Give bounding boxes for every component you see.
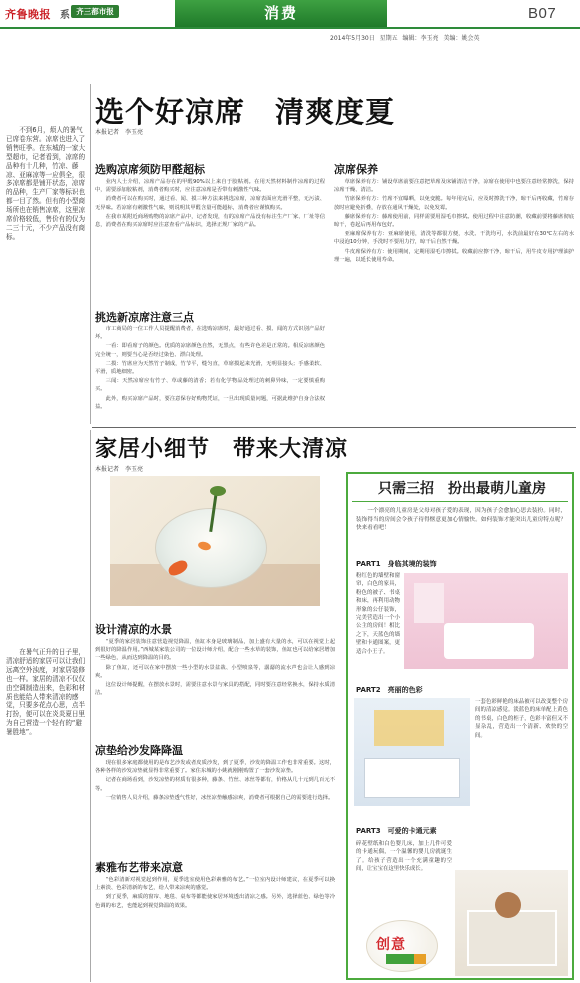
left-column-top xyxy=(6,126,86,426)
paragraph: 此外，购买凉席产品时，要注意保存好购物凭证，一旦出现质量问题，可据此维护自身合法权益。 xyxy=(95,395,325,410)
left-column-bottom xyxy=(6,648,86,848)
paragraph: 竹席保养有方：竹席不宜曝晒，以免变脆。每年用完后，应及时擦洗干净，晾干后再收藏，竹席存放时应避免折叠，存放在通风干燥处，以免发霉。 xyxy=(334,196,574,211)
desk xyxy=(364,758,460,798)
paragraph: 业内人士介绍，凉席产品存在的甲醛90%以上来自于胶粘剂。在用天然材料制作凉席的过程中，需要添加胶粘剂，消费者购买时，应注意凉席是否带有刺激性气味。 xyxy=(95,179,325,194)
masthead-rule xyxy=(0,27,580,29)
article2-subhead: 设计清凉的水景 xyxy=(95,623,172,636)
article1-section1 xyxy=(95,178,325,303)
teddy-bear xyxy=(495,892,521,918)
paragraph: 现在很多家庭都使用的是布艺沙发或者皮质沙发，到了夏季，沙发的降温工作也非常重要。这时，各种各样的沙发凉垫就显得非常重要了。家住东城的小姚就刚刚购置了一套沙发凉垫。 xyxy=(95,760,335,775)
paragraph: 到了夏季，麻质的窗帘、地毯、桌布等都能使家居环境透出清凉之感。另外，选择蓝色、绿色等冷色调的布艺，也能起到视觉降温的效果。 xyxy=(95,894,335,909)
kids-box-title: 只需三招 扮出最萌儿童房 xyxy=(378,481,546,497)
paragraph: 牛皮席保养有方：使用期间，定期用湿毛巾擦拭。收藏前应擦干净，晾干后，用牛皮专用护理油护理一遍，以延长使用寿命。 xyxy=(334,248,574,263)
paragraph: 亚麻席保养有方：亚麻席使用，清洗等都很方便，水洗、干洗均可，水洗前最好在30℃左右的水中浸泡10分钟，手洗时不要用力拧，晾干后自然干燥。 xyxy=(334,231,574,246)
edition-box-label: 齐三都市报 xyxy=(76,7,114,16)
paragraph: 记者在商场看到，沙发凉垫的材质有很多种，藤条、竹丝、冰丝等都有，价格从几十元到几百元不等。 xyxy=(95,777,335,792)
left-column-bottom-text: 在暑气正升的日子里，清凉舒适的家居可以让我们远离空外浊度，对家居装修也一样。家居的清凉不仅仅由空调制造出来，色彩和材质也能给人带来清凉的感觉，只要多花点心思，点半打扮，便可以在炎炎夏日里为自己营造一个轻有的“避暑胜地”。 xyxy=(6,648,86,737)
article1-subhead: 挑选新凉席注意三点 xyxy=(95,311,194,324)
fishbowl-photo xyxy=(110,476,320,606)
pink-bedroom-photo xyxy=(404,573,568,669)
column-divider xyxy=(90,430,91,982)
paragraph: 市工商局的一位工作人员提醒消费者，在选购凉席时，最好通过看、摸、闻的方式识别产品好坏。 xyxy=(95,326,325,341)
paragraph: 消费者可以在购买时，通过看、闻、摸三种方法来挑选凉席，凉席表面应光滑平整，无污渍、无异味。若凉席有刺激性气味，则说明其甲醛含量可能超标，消费者应谨慎购买。 xyxy=(95,196,325,211)
column-divider xyxy=(90,84,91,424)
paragraph: 在我市某附近商场购物的凉席产品中，记者发现，有的凉席产品没有标注生产厂家、厂址等信息，消费者在购买凉席时应注意查看产品标识，选择正规厂家的产品。 xyxy=(95,213,325,229)
page-number: B07 xyxy=(528,5,557,22)
article2-subhead: 素雅布艺带来凉意 xyxy=(95,861,183,874)
part2-text-body: 一套色彩鲜艳的床品被可以改变整个房间的清凉感觉。淡蓝色的床单配上黄色的书桌，白色的柜子，色彩丰富但又不显杂乱，营造出一个清新、欢快的空间。 xyxy=(475,699,568,739)
part3-title: PART3 可爱的卡通元素 xyxy=(356,827,437,835)
article1-section3 xyxy=(334,178,574,423)
badge-green-tag xyxy=(386,954,414,964)
part1-title: PART1 身临其境的装饰 xyxy=(356,560,437,568)
bed xyxy=(444,623,534,659)
paragraph: “夏季的家居装饰注意营造视觉降温，鱼缸本身是玻璃制品，加上盛有大量的水，可以在视觉上起到很好的降温作用。”西城某家装公司的一位设计师介绍，配合一些水草的装饰，鱼缸也可以给家居增加一些绿色，从而达到降温的目的。 xyxy=(95,639,335,662)
colorful-room-photo xyxy=(354,698,470,806)
kids-box-intro xyxy=(356,507,566,555)
kids-box-intro-text: 一个漂亮的儿童房是父母对孩子爱的表现，因为孩子会愈加心思去装扮。同时，装饰得当的房间会令孩子待得惬意更加心情愉快。如何装饰才能突出儿童房特点呢？快来看看吧！ xyxy=(356,508,566,532)
newspaper-brand: 齐鲁晚报 xyxy=(5,8,51,21)
creative-logo-badge xyxy=(366,920,438,972)
paragraph: 一看：即看席子的颜色。优质的凉席颜色自然，无黑点，有些许色差是正常的。相反凉席颜色完全统一，则要当心是否经过染色、漂白处理。 xyxy=(95,343,325,358)
kids-box-rule xyxy=(352,501,568,502)
part1-text-body: 粉红色的墙壁和窗帘，白色的家具，粉色的被子、书桌和床，再利用动物形象的公仔装饰，完美营造出一个小公主的房间！相比之下，天蓝色的墙壁和卡通图案，更适合小王子。 xyxy=(356,573,400,655)
article1-byline: 本报记者 李玉亮 xyxy=(95,129,144,136)
part1-text xyxy=(356,572,400,682)
edition-box xyxy=(71,5,119,18)
article2-section1 xyxy=(95,638,335,738)
section-label: 消费 xyxy=(263,4,298,22)
article2-byline: 本报记者 李玉亮 xyxy=(95,466,144,473)
part3-text xyxy=(356,840,452,910)
crib xyxy=(467,910,557,966)
brand-suffix: 系 xyxy=(60,10,70,21)
paragraph: 这位设计师提醒，在摆放水景时，需要注意水景与家具的搭配，同时要注意经常换水，保持水质清洁。 xyxy=(95,682,335,697)
paragraph: 草席保养有方：铺设草席前要注意把草席及床铺清洁干净，凉席在使用中也要注意经常擦洗，保持凉席干燥、清洁。 xyxy=(334,179,574,194)
article2-section2 xyxy=(95,759,335,856)
paragraph: “色彩清新对视觉起到作用，夏季选室使用色彩素雅的布艺。”一位室内设计师建议，在夏季可以换上素淡、色彩清新的布艺，给人带来凉爽的感觉。 xyxy=(95,877,335,892)
badge-word: 创意 xyxy=(376,937,406,953)
dateline: 2014年5月30日 星期五 编辑：李玉亮 美编：姚会英 xyxy=(330,35,480,42)
paragraph: 三闻：天然凉席应有竹子、草或藤的清香；若有化学物品处理过的刺鼻异味，一定要慎重购买。 xyxy=(95,378,325,393)
section-tab xyxy=(175,0,387,27)
paragraph: 一位销售人员介绍，藤条凉垫透气性好，冰丝凉垫触感凉爽，消费者可根据自己的需要进行选择。 xyxy=(105,794,334,801)
article1-section2 xyxy=(95,325,325,423)
left-column-top-text: 不到6月，烦人的暑气已席卷东营。凉席也进入了销售旺季。在东城的一家大型超市，记者看到，凉席的品种有十几种，竹凉、藤凉、亚麻凉等一应俱全，很多凉席都是铺开状态，凉席的品种，生产厂家等标识也都一目了然。但有的小型商场所也在销售凉席，这里凉席价格较低，售价有的仅为二三十元，不少产品没有商标。 xyxy=(6,126,86,241)
article2-subhead: 凉垫给沙发降降温 xyxy=(95,744,183,757)
article1-subhead: 选购凉席须防甲醛超标 xyxy=(95,163,205,176)
paragraph: 藤席保养有方：藤席使用前，同样需要用湿毛巾擦拭。使用过程中注意防潮，收藏前要将藤席彻底晾干，卷起后再用布包好。 xyxy=(334,213,574,229)
paragraph: 除了鱼缸，还可以在家中摆放一些小型的水景盆栽、小型喷泉等，潺潺的流水声也会让人感到凉爽。 xyxy=(95,664,335,679)
masthead xyxy=(0,0,580,30)
nursery-photo xyxy=(455,870,568,976)
article1-headline: 选个好凉席 清爽度夏 xyxy=(95,95,396,129)
wall-decor xyxy=(414,583,444,623)
part3-text-body: 碎花壁纸和白色婴儿床，加上几件可爱的卡通玩偶，一个温馨的婴儿房就诞生了。给孩子营造出一个充满童趣的空间，让宝宝在这里快乐成长。 xyxy=(356,841,452,873)
paragraph: 二摸：竹席应为天然竹子制成，竹节平，缝匀直，草席摸起来光滑，无明显接头；手感柔软、平滑，质地细密。 xyxy=(95,360,325,376)
part2-title: PART2 亮丽的色彩 xyxy=(356,686,423,694)
section-divider xyxy=(92,427,576,428)
shelf xyxy=(374,710,444,746)
part2-text xyxy=(475,698,568,806)
article2-section3 xyxy=(95,876,335,978)
article2-headline: 家居小细节 带来大清凉 xyxy=(95,437,349,462)
badge-orange-tag xyxy=(414,954,426,964)
article1-subhead: 凉席保养 xyxy=(334,163,378,176)
plant-leaf xyxy=(210,486,226,496)
